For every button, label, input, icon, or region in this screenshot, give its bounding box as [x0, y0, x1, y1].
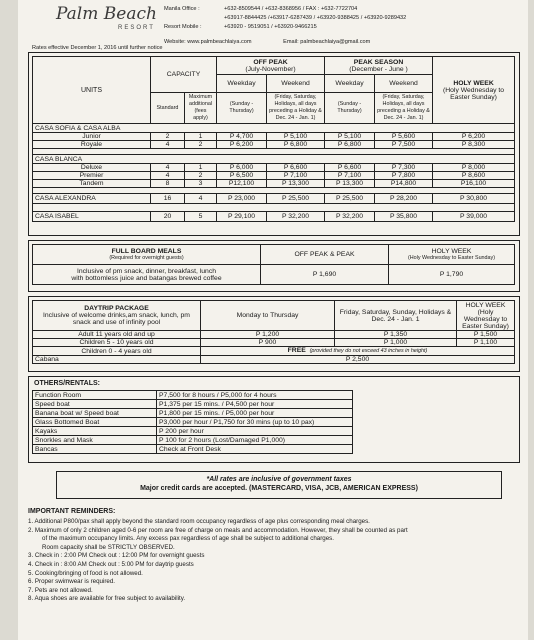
price-cell: P14,800: [375, 180, 433, 188]
reminder-item: 6. Proper swimwear is required.: [28, 578, 115, 586]
unit-name: CASA ISABEL: [33, 212, 151, 222]
price-cell: P 1,500: [457, 331, 515, 339]
max-cell: 1: [185, 164, 217, 172]
max-additional-header: Maximum additional (fees apply): [185, 93, 217, 124]
standard-cell: 2: [151, 133, 185, 141]
max-cell: 2: [185, 141, 217, 149]
meals-price: P 1,790: [389, 265, 515, 285]
daytrip-label: Adult 11 years old and up: [33, 331, 201, 339]
weekday-days: (Sunday - Thursday): [325, 93, 375, 124]
reminder-item: Room capacity shall be STRICTLY OBSERVED.: [42, 543, 175, 551]
capacity-header: CAPACITY: [151, 57, 217, 93]
section-title: CASA BLANCA: [33, 155, 515, 164]
weekend-header: Weekend: [267, 75, 325, 93]
price-cell: P 32,200: [325, 212, 375, 222]
table-row: [33, 172, 515, 180]
reminder-item: 5. Cooking/bringing of food is not allowed.: [28, 569, 143, 577]
others-table: [32, 390, 353, 454]
meals-subtitle: (Required for overnight guests): [109, 254, 184, 261]
price-cell: P 5,600: [375, 133, 433, 141]
standard-cell: 8: [151, 180, 185, 188]
max-cell: 5: [185, 212, 217, 222]
logo-subtext: RESORT: [118, 25, 155, 31]
meals-desc: Inclusive of pm snack, dinner, breakfast, lunch: [76, 267, 217, 275]
meals-price: P 1,690: [261, 265, 389, 285]
price-cell: P 6,200: [217, 141, 267, 149]
rental-item: Speed boat: [33, 400, 157, 409]
rental-price: P3,000 per hour / P1,750 for 30 mins (up to 10 pax): [157, 418, 353, 427]
table-row: [33, 331, 515, 339]
price-cell: P 5,100: [267, 133, 325, 141]
price-cell: P 8,000: [433, 164, 515, 172]
reminder-item: 1. Additional P800/pax shall apply beyond the standard room occupancy regardless of age plus corresponding meal charges.: [28, 518, 370, 525]
max-cell: 1: [185, 133, 217, 141]
reminder-item: 4. Check in : 8:00 AM Check out : 5:00 PM for daytrip guests: [28, 560, 194, 568]
table-row: [33, 418, 353, 427]
logo-text: Palm Beach: [56, 4, 157, 24]
unit-name: Tandem: [33, 180, 151, 188]
meals-title: FULL BOARD MEALS: [111, 247, 182, 255]
weekend-days: (Friday, Saturday, Holidays, all days preceding a Holiday & Dec. 24 - Jan. 1): [267, 93, 325, 124]
reminder-item: 7. Pets are not allowed.: [28, 586, 93, 594]
rental-item: Kayaks: [33, 427, 157, 436]
table-row: [33, 164, 515, 172]
peak-header: PEAK SEASON: [353, 58, 404, 66]
price-cell: P 7,500: [375, 141, 433, 149]
price-cell: P 6,800: [325, 141, 375, 149]
price-cell: P 32,200: [267, 212, 325, 222]
weekend-days: (Friday, Saturday, Holidays, all days preceding a Holiday & Dec. 24 - Jan. 1): [375, 93, 433, 124]
price-cell: P 6,600: [267, 164, 325, 172]
price-cell: P 28,200: [375, 194, 433, 204]
contact-value: +632-8509544 / +632-8368956 / FAX : +632-7722704: [224, 6, 358, 12]
offpeak-header: OFF PEAK: [253, 58, 288, 66]
price-cell: P 6,200: [433, 133, 515, 141]
reminder-item: 8. Aqua shoes are available for free subject to availability.: [28, 595, 186, 603]
standard-cell: 20: [151, 212, 185, 222]
rental-price: P1,800 per 15 mins. / P5,000 per hour: [157, 409, 353, 418]
standard-cell: 4: [151, 172, 185, 180]
section-title: CASA SOFIA & CASA ALBA: [33, 124, 515, 133]
price-cell: P 6,500: [217, 172, 267, 180]
price-cell: P12,100: [217, 180, 267, 188]
price-cell: P 7,100: [267, 172, 325, 180]
table-row: [33, 212, 515, 222]
daytrip-fri-header: Friday, Saturday, Sunday, Holidays & Dec. 24 - Jan. 1: [335, 301, 457, 331]
weekday-header: Weekday: [325, 75, 375, 93]
cabana-label: Cabana: [33, 356, 201, 364]
max-cell: 4: [185, 194, 217, 204]
table-row: [33, 194, 515, 204]
daytrip-mon-header: Monday to Thursday: [201, 301, 335, 331]
weekday-header: Weekday: [217, 75, 267, 93]
standard-cell: 16: [151, 194, 185, 204]
table-row: [33, 180, 515, 188]
price-cell: P16,100: [433, 180, 515, 188]
website-text: Website: www.palmbeachlaiya.com: [164, 39, 252, 45]
table-row: [33, 400, 353, 409]
rate-sheet-page: [18, 0, 528, 640]
rental-price: P7,500 for 8 hours / P5,000 for 4 hours: [157, 391, 353, 400]
meals-holy-header: HOLY WEEK: [431, 247, 472, 255]
table-row: [33, 391, 353, 400]
table-row: [33, 141, 515, 149]
price-cell: P 1,100: [457, 339, 515, 347]
others-title: OTHERS/RENTALS:: [34, 380, 100, 387]
standard-header: Standard: [151, 93, 185, 124]
contact-block: [164, 5, 406, 32]
holyweek-period: (Holy Wednesday to Easter Sunday): [442, 86, 505, 101]
daytrip-holy-header: HOLY WEEK (Holy Wednesday to Easter Sunday): [457, 301, 515, 331]
table-row: [33, 436, 353, 445]
price-cell: P 5,100: [325, 133, 375, 141]
rental-item: Snorkles and Mask: [33, 436, 157, 445]
daytrip-label: Children 0 - 4 years old: [33, 347, 201, 356]
rental-item: Banana boat w/ Speed boat: [33, 409, 157, 418]
price-cell: P 35,800: [375, 212, 433, 222]
price-cell: P 29,100: [217, 212, 267, 222]
taxes-note-box: [56, 471, 502, 499]
email-text: Email: palmbeachlaiya@gmail.com: [283, 39, 371, 45]
unit-name: Deluxe: [33, 164, 151, 172]
reminder-item: of the maximum occupancy limits. Any excess pax regardless of age shall be subject to additional charges.: [42, 535, 334, 543]
web-row: [164, 39, 400, 45]
contact-label: Manila Office :: [164, 6, 200, 12]
meals-desc: with bottomless juice and batangas brewed coffee: [71, 274, 222, 282]
rental-price: P 100 for 2 hours (Lost/Damaged P1,000): [157, 436, 353, 445]
free-note: (provided they do not exceed 43 inches in height): [309, 348, 428, 354]
rental-item: Function Room: [33, 391, 157, 400]
price-cell: P 13,300: [267, 180, 325, 188]
price-cell: P 13,300: [325, 180, 375, 188]
rental-price: P1,375 per 15 mins. / P4,500 per hour: [157, 400, 353, 409]
price-cell: P 8,600: [433, 172, 515, 180]
price-cell: P 25,500: [267, 194, 325, 204]
table-row: [33, 133, 515, 141]
max-cell: 3: [185, 180, 217, 188]
rental-price: Check at Front Desk: [157, 445, 353, 454]
daytrip-desc: Inclusive of welcome drinks,am snack, lunch, pm snack and use of infinity pool: [43, 312, 190, 326]
unit-name: Premier: [33, 172, 151, 180]
table-row: [33, 409, 353, 418]
meals-offpeak-header: OFF PEAK & PEAK: [261, 245, 389, 265]
rental-price: P 200 per hour: [157, 427, 353, 436]
price-cell: P 23,000: [217, 194, 267, 204]
price-cell: P 6,000: [217, 164, 267, 172]
price-cell: P 900: [201, 339, 335, 347]
free-label: FREE: [287, 347, 306, 354]
credit-cards-note: Major credit cards are accepted. (MASTERCARD, VISA, JCB, AMERICAN EXPRESS): [140, 485, 418, 492]
table-row: [33, 339, 515, 347]
reminder-item: 2. Maximum of only 2 children aged 0-6 per room are free of charge on meals and accommodation. However, they shall be counted as part: [28, 526, 408, 534]
reminder-item: 3. Check in : 2:00 PM Check out : 12:00 PM for overnight guests: [28, 552, 205, 560]
table-row: [33, 356, 515, 364]
contact-value: +63917-8844425 /+63917-6287439 / +63920-9388425 / +63920-9289432: [224, 15, 407, 21]
price-cell: P 8,300: [433, 141, 515, 149]
price-cell: P 7,100: [325, 172, 375, 180]
standard-cell: 4: [151, 164, 185, 172]
contact-label: Resort Mobile :: [164, 24, 202, 30]
table-row: [33, 347, 515, 356]
cabana-price: P 2,500: [201, 356, 515, 364]
daytrip-table: [32, 300, 515, 364]
reminders-list: [28, 518, 518, 604]
table-row: [33, 427, 353, 436]
price-cell: P 7,300: [375, 164, 433, 172]
rental-item: Glass Bottomed Boat: [33, 418, 157, 427]
price-cell: P 25,500: [325, 194, 375, 204]
table-row: [33, 445, 353, 454]
price-cell: P 6,800: [267, 141, 325, 149]
reminders-title: IMPORTANT REMINDERS:: [28, 508, 116, 515]
contact-value: +63920 - 9519051 / +63920-9466215: [224, 24, 317, 30]
daytrip-label: Children 5 - 10 years old: [33, 339, 201, 347]
weekday-days: (Sunday - Thursday): [217, 93, 267, 124]
price-cell: P 4,700: [217, 133, 267, 141]
price-cell: P 1,350: [335, 331, 457, 339]
max-cell: 2: [185, 172, 217, 180]
price-cell: P 1,000: [335, 339, 457, 347]
taxes-note: *All rates are inclusive of government taxes: [206, 476, 352, 483]
peak-period: (December - June ): [349, 65, 408, 73]
standard-cell: 4: [151, 141, 185, 149]
unit-name: Junior: [33, 133, 151, 141]
weekend-header: Weekend: [375, 75, 433, 93]
price-cell: P 39,000: [433, 212, 515, 222]
price-cell: P 7,800: [375, 172, 433, 180]
price-cell: P 1,200: [201, 331, 335, 339]
meals-holy-period: (Holy Wednesday to Easter Sunday): [407, 254, 496, 261]
daytrip-title: DAYTRIP PACKAGE: [84, 305, 149, 312]
units-header: UNITS: [33, 57, 151, 124]
price-cell: P 6,600: [325, 164, 375, 172]
rental-item: Bancas: [33, 445, 157, 454]
meals-table: [32, 244, 515, 285]
rates-effective-note: Rates effective December 1, 2016 until further notice: [32, 45, 163, 51]
price-cell: P 30,800: [433, 194, 515, 204]
units-table: [32, 56, 515, 222]
offpeak-period: (July-November): [245, 65, 296, 73]
unit-name: Royale: [33, 141, 151, 149]
holyweek-header: HOLY WEEK: [453, 79, 494, 87]
unit-name: CASA ALEXANDRA: [33, 194, 151, 204]
